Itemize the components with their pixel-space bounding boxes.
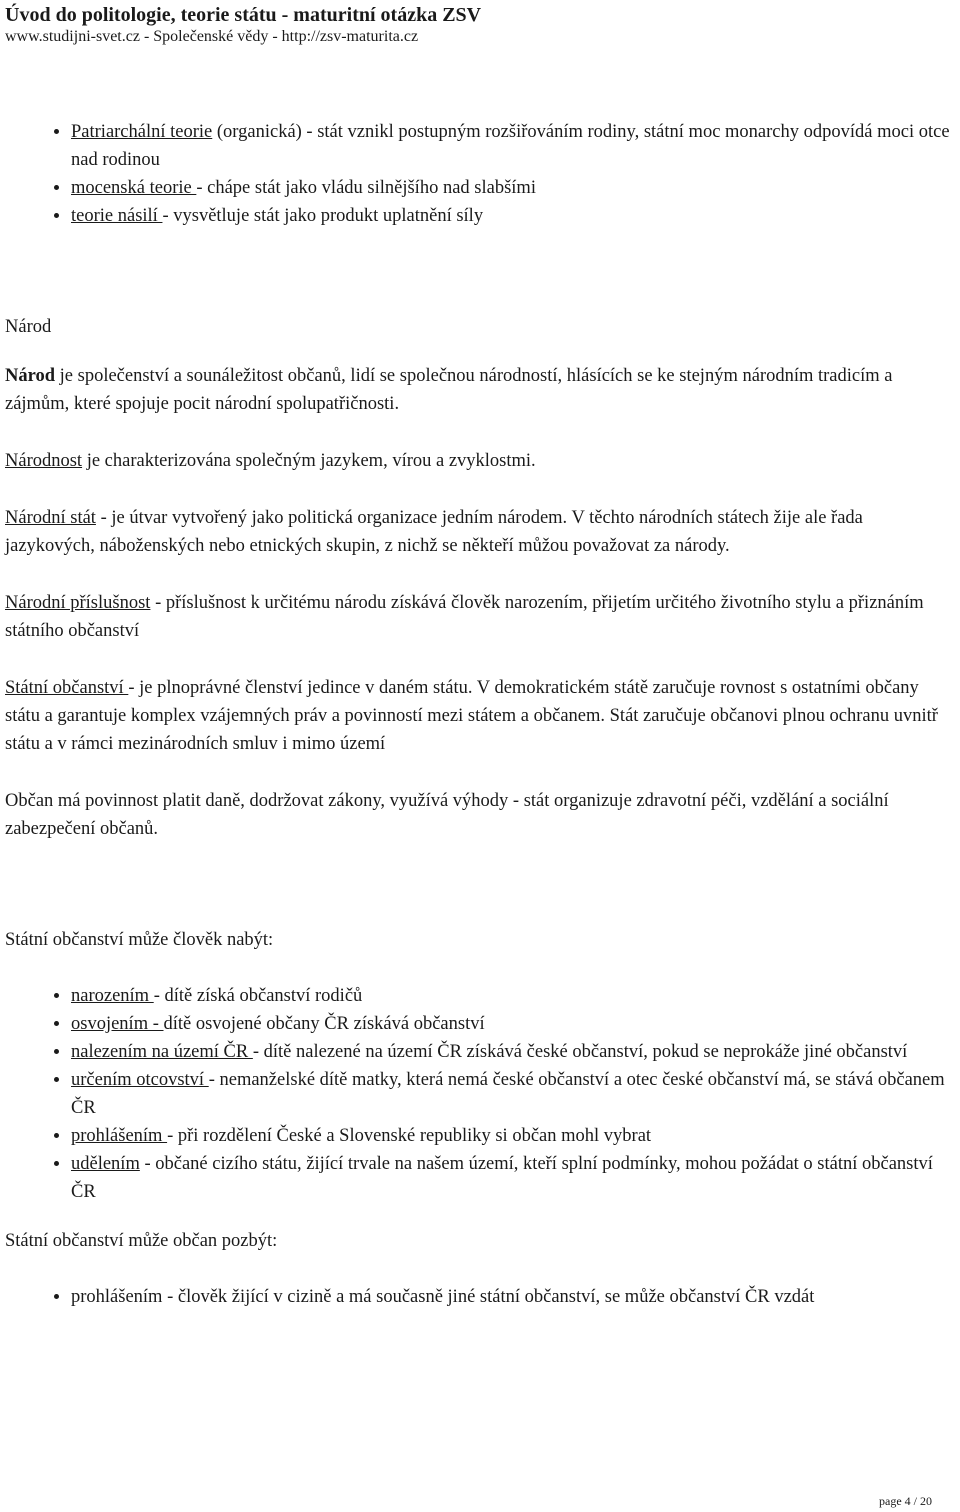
term-link[interactable]: teorie násilí (71, 206, 163, 226)
list-item: • nalezením na území ČR - dítě nalezené na území ČR získává české občanství, pokud se neprokáže jiné občanství (71, 1038, 957, 1066)
term-link[interactable]: udělením (71, 1154, 140, 1174)
paragraph-narod-definition: Národ je společenství a sounáležitost občanů, lidí se společnou národností, hlásících se ke stejným národním tradicím a zájmům, které spojuje pocit národní spolupatřičnosti. (5, 366, 893, 414)
term-link[interactable]: prohlášením (71, 1126, 168, 1146)
list-item: • narozením - dítě získá občanství rodičů (71, 982, 957, 1010)
section-heading-narod: Národ (5, 317, 52, 337)
list-item: • mocenská teorie - chápe stát jako vládu silnějšího nad slabšími (71, 174, 957, 202)
page-title: Úvod do politologie, teorie státu - maturitní otázka ZSV (5, 4, 482, 26)
page-header (5, 2, 955, 46)
paragraph-narodni-stat: Národní stát - je útvar vytvořený jako politická organizace jedním národem. V těchto národních státech žije ale řada jazykových, náboženských nebo etnických skupin, z nichž se někteří můžou považovat za národy. (5, 508, 863, 556)
paragraph-narodnost: Národnost je charakterizována společným jazykem, vírou a zvyklostmi. (5, 451, 536, 471)
list-item: • prohlášením - při rozdělení České a Slovenské republiky si občan mohl vybrat (71, 1122, 957, 1150)
list-item: • udělením - občané cizího státu, žijící trvale na našem území, kteří splní podmínky, mohou požádat o státní občanství ČR (71, 1150, 957, 1206)
term-link[interactable]: Patriarchální teorie (71, 122, 213, 142)
list-item: • osvojením - dítě osvojené občany ČR získává občanství (71, 1010, 957, 1038)
term-link[interactable]: osvojením - (71, 1014, 164, 1034)
page-subtitle: www.studijni-svet.cz - Společenské vědy - http://zsv-maturita.cz (5, 28, 419, 45)
term-link[interactable]: nalezením na území ČR (71, 1042, 253, 1062)
term-link[interactable]: Státní občanství (5, 678, 129, 698)
section-heading-pozbyt: Státní občanství může občan pozbýt: (5, 1231, 278, 1251)
term-link[interactable]: Národnost (5, 451, 83, 471)
list-item: • Patriarchální teorie (organická) - stát vznikl postupným rozšiřováním rodiny, státní moc monarchy odpovídá moci otce nad rodinou (71, 118, 957, 174)
document-body (5, 118, 957, 1311)
paragraph-narodni-prislusnost: Národní příslušnost - příslušnost k určitému národu získává člověk narozením, přijetím určitého životního stylu a přiznáním státního občanství (5, 593, 924, 641)
list-item: • prohlášením - člověk žijící v cizině a má současně jiné státní občanství, se může občanství ČR vzdát (71, 1283, 957, 1311)
term-link[interactable]: určením otcovství (71, 1070, 209, 1090)
term-link[interactable]: narozením (71, 986, 154, 1006)
list-item: • teorie násilí - vysvětluje stát jako produkt uplatnění síly (71, 202, 957, 230)
paragraph-povinnosti: Občan má povinnost platit daně, dodržovat zákony, využívá výhody - stát organizuje zdravotní péči, vzdělání a sociální zabezpečení občanů. (5, 791, 889, 839)
term-link[interactable]: mocenská teorie (71, 178, 197, 198)
section-heading-nabyt: Státní občanství může člověk nabýt: (5, 930, 274, 950)
term-link[interactable]: Národní stát (5, 508, 96, 528)
paragraph-statni-obcanstvi: Státní občanství - je plnoprávné členství jedince v daném státu. V demokratickém státě zaručuje rovnost s ostatními občany státu a garantuje komplex vzájemných práv a povinností mezi státem a občanem. Stát zaručuje občanovi plnou ochranu uvnitř státu a v rámci mezinárodních smluv i mimo území (5, 678, 938, 754)
list-item: • určením otcovství - nemanželské dítě matky, která nemá české občanství a otec české občanství má, se stává občanem ČR (71, 1066, 957, 1122)
theories-list (5, 118, 957, 230)
page-number: page 4 / 20 (879, 1494, 932, 1508)
nabyt-list (5, 982, 957, 1206)
pozbyt-list (5, 1283, 957, 1311)
term-link[interactable]: Národní příslušnost (5, 593, 151, 613)
